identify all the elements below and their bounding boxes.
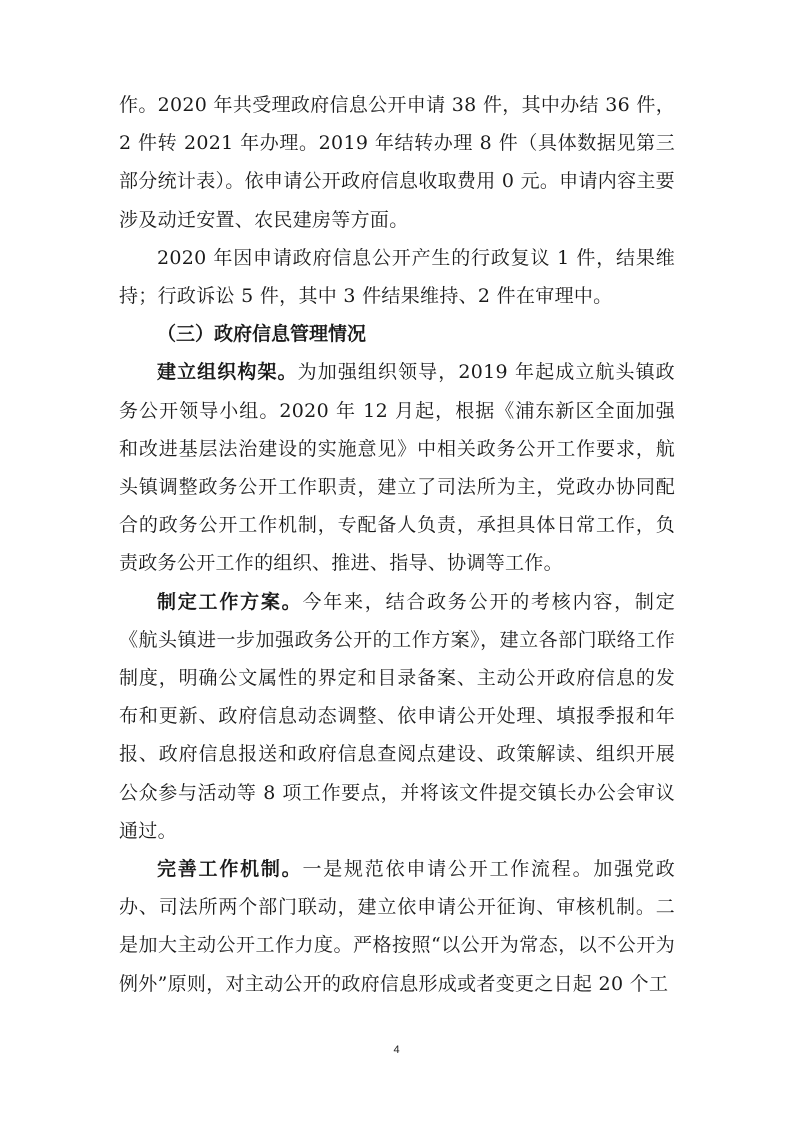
section-heading: （三）政府信息管理情况 — [157, 323, 367, 346]
page-number: 4 — [393, 1044, 400, 1056]
paragraph-body-organization: 为加强组织领导，2019 年起成立航头镇政务公开领导小组。2020 年 12 月起，根据《浦东新区全面加强和改进基层法治建设的实施意见》中相关政务公开工作要求，航头镇调整政务公开工作职责，建立了司法所为主，党政办协同配合的政务公开工作机制，专配备人负责，承担具体日常工作，负责政务公开工作的组织、推进、指导、协调等工作。 — [119, 361, 675, 575]
paragraph-organization — [119, 353, 675, 582]
paragraph-lead-mechanism: 完善工作机制。 — [157, 858, 303, 881]
paragraph-application-stats: 作。2020 年共受理政府信息公开申请 38 件，其中办结 36 件，2 件转 2021 年办理。2019 年结转办理 8 件（具体数据见第三部分统计表）。依申请公开政府信息收取费用 0 元。申请内容主要涉及动迁安置、农民建房等方面。 — [119, 94, 675, 231]
paragraph-body-work-plan: 今年来，结合政务公开的考核内容，制定《航头镇进一步加强政务公开的工作方案》，建立各部门联络工作制度，明确公文属性的界定和目录备案、主动公开政府信息的发布和更新、政府信息动态调整、依申请公开处理、填报季报和年报、政府信息报送和政府信息查阅点建设、政策解读、组织开展公众参与活动等 8 项工作要点，并将该文件提交镇长办公会审议通过。 — [119, 590, 675, 842]
paragraph-lead-organization: 建立组织构架。 — [157, 361, 298, 384]
paragraph-lead-work-plan: 制定工作方案。 — [157, 590, 303, 613]
paragraph-review-litigation: 2020 年因申请政府信息公开产生的行政复议 1 件，结果维持；行政诉讼 5 件，其中 3 件结果维持、2 件在审理中。 — [119, 246, 675, 308]
paragraph-work-plan — [119, 583, 675, 850]
paragraph-mechanism — [119, 850, 675, 1003]
paragraph-body-mechanism: 一是规范依申请公开工作流程。加强党政办、司法所两个部门联动，建立依申请公开征询、审核机制。二是加大主动公开工作力度。严格按照“以公开为常态，以不公开为例外”原则，对主动公开的政府信息形成或者变更之日起 20 个工 — [119, 858, 675, 995]
body-text — [119, 86, 675, 1003]
